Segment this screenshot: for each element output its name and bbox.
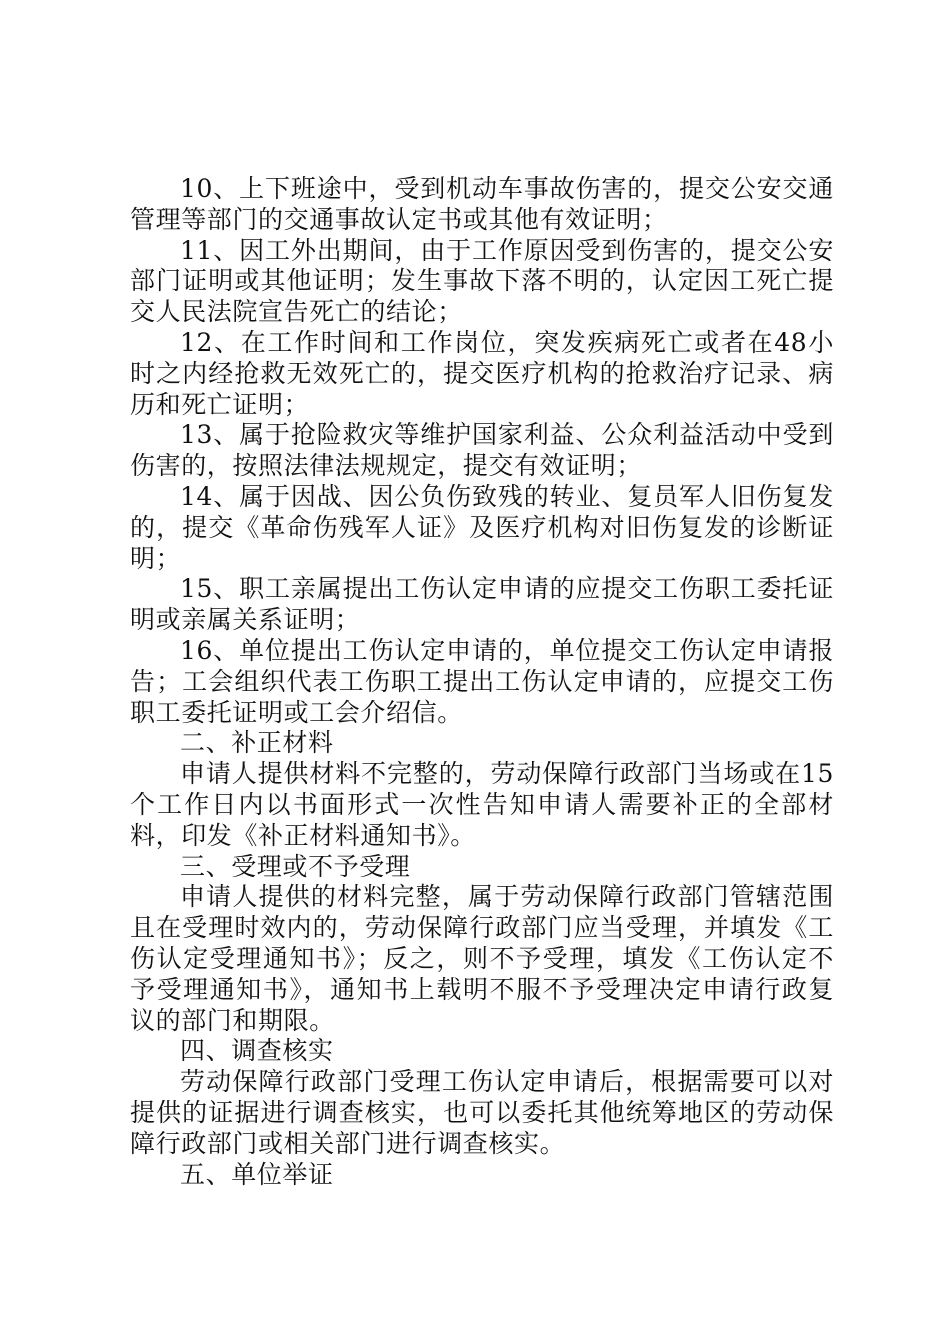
paragraph-item-10: 10、上下班途中，受到机动车事故伤害的，提交公安交通管理等部门的交通事故认定书或其他有效证明； — [130, 174, 834, 234]
paragraph-item-15: 15、职工亲属提出工伤认定申请的应提交工伤职工委托证明或亲属关系证明； — [130, 574, 834, 635]
paragraph-investigation: 劳动保障行政部门受理工伤认定申请后，根据需要可以对提供的证据进行调查核实，也可以委托其他统筹地区的劳动保障行政部门或相关部门进行调查核实。 — [130, 1067, 834, 1158]
document-page — [130, 174, 834, 1190]
paragraph-item-12: 12、在工作时间和工作岗位，突发疾病死亡或者在48小时之内经抢救无效死亡的，提交医疗机构的抢救治疗记录、病历和死亡证明； — [130, 327, 834, 419]
section-heading-5: 五、单位举证 — [180, 1159, 334, 1189]
paragraph-item-16: 16、单位提出工伤认定申请的，单位提交工伤认定申请报告；工会组织代表工伤职工提出工伤认定申请的，应提交工伤职工委托证明或工会介绍信。 — [130, 635, 834, 727]
section-heading-3: 三、受理或不予受理 — [180, 851, 411, 881]
section-heading-2: 二、补正材料 — [180, 728, 334, 758]
paragraph-acceptance: 申请人提供的材料完整，属于劳动保障行政部门管辖范围且在受理时效内的，劳动保障行政部门应当受理，并填发《工伤认定受理通知书》；反之，则不予受理，填发《工伤认定不予受理通知书》，通知书上载明不服不予受理决定申请行政复议的部门和期限。 — [130, 882, 834, 1035]
paragraph-item-14: 14、属于因战、因公负伤致残的转业、复员军人旧伤复发的，提交《革命伤残军人证》及医疗机构对旧伤复发的诊断证明； — [130, 481, 834, 573]
paragraph-supplement: 申请人提供材料不完整的，劳动保障行政部门当场或在15个工作日内以书面形式一次性告知申请人需要补正的全部材料，印发《补正材料通知书》。 — [130, 759, 834, 850]
section-heading-4: 四、调查核实 — [180, 1036, 334, 1066]
paragraph-item-13: 13、属于抢险救灾等维护国家利益、公众利益活动中受到伤害的，按照法律法规规定，提交有效证明； — [130, 420, 834, 481]
paragraph-item-11: 11、因工外出期间，由于工作原因受到伤害的，提交公安部门证明或其他证明；发生事故下落不明的，认定因工死亡提交人民法院宣告死亡的结论； — [130, 235, 834, 327]
